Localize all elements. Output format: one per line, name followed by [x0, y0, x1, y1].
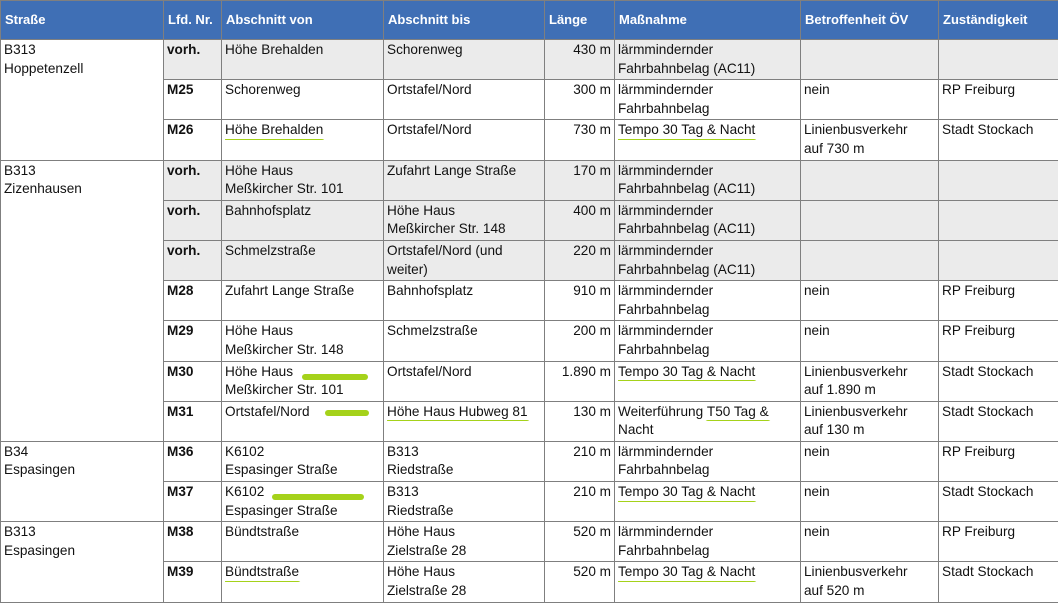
cell-line: Espasinger Straße — [225, 462, 338, 478]
cell-line: Fahrbahnbelag — [618, 341, 710, 357]
cell-lfd-nr: M26 — [164, 120, 222, 160]
cell-line: Ortstafel/Nord — [387, 363, 472, 379]
cell-lfd-nr: vorh. — [164, 240, 222, 280]
strasse-line: Hoppetenzell — [4, 60, 84, 76]
cell-line: B313 — [387, 443, 419, 459]
cell-line: Schorenweg — [387, 42, 463, 57]
cell-abschnitt-von — [222, 321, 384, 361]
cell-massnahme — [615, 40, 801, 80]
cell-abschnitt-bis — [384, 80, 545, 120]
cell-massnahme — [615, 80, 801, 120]
strasse-line: B313 — [4, 42, 36, 57]
cell-massnahme — [615, 441, 801, 481]
cell-zustaendigkeit: Stadt Stockach — [939, 120, 1058, 160]
cell-laenge: 520 m — [545, 562, 615, 602]
cell-abschnitt-von — [222, 120, 384, 160]
cell-line: Meßkircher Str. 101 — [225, 181, 344, 197]
cell-abschnitt-bis — [384, 441, 545, 481]
cell-line: Ortstafel/Nord — [387, 122, 472, 138]
cell-line: Schmelzstraße — [225, 242, 316, 258]
cell-line: Linienbusverkehr — [804, 403, 908, 419]
cell-line: Höhe Brehalden — [225, 42, 324, 57]
cell-massnahme — [615, 522, 801, 562]
cell-zustaendigkeit: RP Freiburg — [939, 441, 1058, 481]
cell-line: Meßkircher Str. 148 — [225, 341, 344, 357]
cell-strasse — [1, 522, 164, 602]
cell-text-part: Weiterführung — [618, 403, 707, 419]
cell-line: Fahrbahnbelag (AC11) — [618, 60, 756, 76]
cell-line: nein — [804, 443, 830, 459]
cell-line: Meßkircher Str. 101 — [225, 382, 344, 398]
cell-line: Linienbusverkehr — [804, 564, 908, 580]
cell-line: Fahrbahnbelag — [618, 100, 710, 116]
strasse-line: Espasingen — [4, 462, 76, 478]
cell-betroffenheit-oev — [801, 441, 939, 481]
cell-lfd-nr: M29 — [164, 321, 222, 361]
cell-massnahme — [615, 160, 801, 200]
cell-line: auf 730 m — [804, 140, 865, 156]
highlight-mark — [272, 494, 364, 500]
table-row — [1, 522, 1058, 562]
col-header-strasse: Straße — [1, 1, 164, 40]
cell-betroffenheit-oev — [801, 120, 939, 160]
cell-line: nein — [804, 524, 830, 540]
cell-line: Ortstafel/Nord — [225, 403, 310, 419]
cell-strasse — [1, 40, 164, 161]
cell-zustaendigkeit: Stadt Stockach — [939, 401, 1058, 441]
cell-strasse — [1, 441, 164, 521]
cell-laenge: 210 m — [545, 482, 615, 522]
cell-line: auf 130 m — [804, 422, 865, 438]
cell-abschnitt-bis — [384, 40, 545, 80]
cell-abschnitt-von — [222, 240, 384, 280]
cell-line: lärmmindernder — [618, 323, 714, 339]
cell-line: Schorenweg — [225, 82, 301, 98]
cell-line: Höhe Haus — [225, 363, 294, 379]
cell-lfd-nr: M38 — [164, 522, 222, 562]
cell-line: lärmmindernder — [618, 283, 714, 299]
cell-abschnitt-von — [222, 40, 384, 80]
cell-laenge: 130 m — [545, 401, 615, 441]
cell-line: Fahrbahnbelag — [618, 301, 710, 317]
table-body — [1, 40, 1058, 603]
cell-massnahme — [615, 240, 801, 280]
cell-abschnitt-bis — [384, 200, 545, 240]
cell-laenge: 210 m — [545, 441, 615, 481]
cell-betroffenheit-oev — [801, 522, 939, 562]
cell-laenge: 910 m — [545, 281, 615, 321]
cell-abschnitt-von — [222, 522, 384, 562]
cell-line: nein — [804, 283, 830, 299]
cell-lfd-nr: M39 — [164, 562, 222, 602]
cell-line — [387, 403, 541, 422]
cell-abschnitt-von — [222, 441, 384, 481]
cell-line: Höhe Haus — [387, 564, 456, 580]
col-header-abschnitt-bis: Abschnitt bis — [384, 1, 545, 40]
cell-line: lärmmindernder — [618, 202, 714, 218]
cell-zustaendigkeit: RP Freiburg — [939, 522, 1058, 562]
cell-line — [618, 363, 797, 382]
cell-line: Höhe Haus — [225, 323, 294, 339]
cell-line: Bündtstraße — [225, 524, 300, 540]
highlighted-text: Höhe Brehalden — [225, 121, 323, 140]
cell-laenge: 430 m — [545, 40, 615, 80]
cell-lfd-nr: vorh. — [164, 40, 222, 80]
cell-line: Ortstafel/Nord (und — [387, 242, 503, 258]
cell-line: Höhe Haus — [387, 524, 456, 540]
cell-line: Höhe Haus — [225, 162, 294, 178]
table-row — [1, 441, 1058, 481]
cell-abschnitt-von — [222, 200, 384, 240]
highlighted-text: T50 Tag & — [707, 403, 769, 422]
cell-laenge: 170 m — [545, 160, 615, 200]
cell-line: lärmmindernder — [618, 162, 714, 178]
cell-abschnitt-bis — [384, 562, 545, 602]
cell-line: Bahnhofsplatz — [387, 283, 474, 299]
cell-massnahme — [615, 281, 801, 321]
cell-line: K6102 — [225, 443, 265, 459]
cell-line: Fahrbahnbelag (AC11) — [618, 261, 756, 277]
cell-betroffenheit-oev — [801, 321, 939, 361]
cell-abschnitt-bis — [384, 321, 545, 361]
cell-line: Zufahrt Lange Straße — [387, 162, 517, 178]
cell-line — [618, 483, 797, 502]
cell-lfd-nr: M36 — [164, 441, 222, 481]
cell-line — [225, 563, 380, 582]
cell-line: Espasinger Straße — [225, 502, 338, 518]
cell-line: Linienbusverkehr — [804, 363, 908, 379]
strasse-line: Espasingen — [4, 542, 76, 558]
table-row — [1, 40, 1058, 80]
highlighted-text: Tempo 30 Tag & Nacht — [618, 483, 755, 502]
cell-line — [618, 403, 797, 422]
cell-line — [225, 121, 380, 140]
cell-abschnitt-bis — [384, 281, 545, 321]
cell-line: K6102 — [225, 484, 265, 500]
cell-betroffenheit-oev — [801, 240, 939, 280]
cell-zustaendigkeit: RP Freiburg — [939, 321, 1058, 361]
cell-line: Nacht — [618, 422, 654, 438]
cell-massnahme — [615, 120, 801, 160]
cell-laenge: 220 m — [545, 240, 615, 280]
cell-betroffenheit-oev — [801, 80, 939, 120]
strasse-line: B313 — [4, 162, 36, 178]
cell-line: lärmmindernder — [618, 82, 714, 98]
col-header-massnahme: Maßnahme — [615, 1, 801, 40]
strasse-line: Zizenhausen — [4, 181, 82, 197]
cell-massnahme — [615, 401, 801, 441]
cell-betroffenheit-oev — [801, 482, 939, 522]
cell-zustaendigkeit: RP Freiburg — [939, 281, 1058, 321]
cell-line: Fahrbahnbelag — [618, 462, 710, 478]
cell-abschnitt-bis — [384, 482, 545, 522]
strasse-line: B313 — [4, 524, 36, 540]
cell-zustaendigkeit — [939, 40, 1058, 80]
cell-line: Riedstraße — [387, 502, 454, 518]
col-header-lfd-nr: Lfd. Nr. — [164, 1, 222, 40]
cell-lfd-nr: M28 — [164, 281, 222, 321]
cell-abschnitt-von — [222, 361, 384, 401]
col-header-abschnitt-von: Abschnitt von — [222, 1, 384, 40]
cell-line: Fahrbahnbelag — [618, 542, 710, 558]
cell-abschnitt-von — [222, 482, 384, 522]
table-row — [1, 160, 1058, 200]
cell-line: Höhe Haus — [387, 202, 456, 218]
cell-laenge: 300 m — [545, 80, 615, 120]
cell-line: Schmelzstraße — [387, 323, 478, 339]
cell-line: Zufahrt Lange Straße — [225, 283, 355, 299]
cell-massnahme — [615, 482, 801, 522]
cell-laenge: 730 m — [545, 120, 615, 160]
cell-line — [618, 121, 797, 140]
cell-abschnitt-von — [222, 80, 384, 120]
cell-betroffenheit-oev — [801, 281, 939, 321]
cell-line: auf 520 m — [804, 583, 865, 599]
col-header-laenge: Länge — [545, 1, 615, 40]
cell-line: Fahrbahnbelag (AC11) — [618, 221, 756, 237]
cell-laenge: 200 m — [545, 321, 615, 361]
cell-line: lärmmindernder — [618, 42, 714, 57]
highlighted-text: Höhe Haus Hubweg 81 — [387, 403, 528, 422]
cell-abschnitt-bis — [384, 120, 545, 160]
cell-lfd-nr: M30 — [164, 361, 222, 401]
cell-betroffenheit-oev — [801, 200, 939, 240]
cell-laenge: 1.890 m — [545, 361, 615, 401]
cell-zustaendigkeit — [939, 160, 1058, 200]
cell-line: Zielstraße 28 — [387, 542, 467, 558]
cell-betroffenheit-oev — [801, 401, 939, 441]
cell-line: Ortstafel/Nord — [387, 82, 472, 98]
cell-massnahme — [615, 200, 801, 240]
cell-zustaendigkeit: RP Freiburg — [939, 80, 1058, 120]
cell-laenge: 520 m — [545, 522, 615, 562]
highlight-mark — [302, 374, 368, 380]
cell-abschnitt-bis — [384, 522, 545, 562]
cell-line: B313 — [387, 484, 419, 500]
cell-betroffenheit-oev — [801, 160, 939, 200]
cell-line: lärmmindernder — [618, 242, 714, 258]
cell-laenge: 400 m — [545, 200, 615, 240]
highlighted-text: Tempo 30 Tag & Nacht — [618, 121, 755, 140]
cell-betroffenheit-oev — [801, 562, 939, 602]
cell-zustaendigkeit: Stadt Stockach — [939, 482, 1058, 522]
strasse-line: B34 — [4, 443, 29, 459]
cell-zustaendigkeit: Stadt Stockach — [939, 562, 1058, 602]
cell-massnahme — [615, 562, 801, 602]
highlight-mark — [325, 410, 369, 416]
cell-lfd-nr: M25 — [164, 80, 222, 120]
highlighted-text: Tempo 30 Tag & Nacht — [618, 363, 755, 382]
cell-betroffenheit-oev — [801, 361, 939, 401]
cell-line: Riedstraße — [387, 462, 454, 478]
cell-line: Fahrbahnbelag (AC11) — [618, 181, 756, 197]
col-header-zustaendigkeit: Zuständigkeit — [939, 1, 1058, 40]
col-header-betroffenheit-oev: Betroffenheit ÖV — [801, 1, 939, 40]
cell-abschnitt-von — [222, 562, 384, 602]
cell-abschnitt-von — [222, 281, 384, 321]
cell-line: auf 1.890 m — [804, 382, 876, 398]
cell-line: Bahnhofsplatz — [225, 202, 312, 218]
cell-line: nein — [804, 323, 830, 339]
highlighted-text: Bündtstraße — [225, 563, 299, 582]
cell-massnahme — [615, 321, 801, 361]
cell-lfd-nr: vorh. — [164, 160, 222, 200]
header-row — [1, 1, 1058, 40]
cell-line: Linienbusverkehr — [804, 122, 908, 138]
cell-line: Zielstraße 28 — [387, 583, 467, 599]
cell-betroffenheit-oev — [801, 40, 939, 80]
cell-line: nein — [804, 484, 830, 500]
cell-line: Meßkircher Str. 148 — [387, 221, 506, 237]
cell-line: weiter) — [387, 261, 428, 277]
cell-abschnitt-bis — [384, 240, 545, 280]
cell-lfd-nr: vorh. — [164, 200, 222, 240]
highlighted-text: Tempo 30 Tag & Nacht — [618, 563, 755, 582]
cell-zustaendigkeit — [939, 200, 1058, 240]
cell-line: lärmmindernder — [618, 443, 714, 459]
cell-zustaendigkeit: Stadt Stockach — [939, 361, 1058, 401]
cell-lfd-nr: M31 — [164, 401, 222, 441]
cell-strasse — [1, 160, 164, 441]
cell-zustaendigkeit — [939, 240, 1058, 280]
cell-lfd-nr: M37 — [164, 482, 222, 522]
cell-massnahme — [615, 361, 801, 401]
cell-abschnitt-bis — [384, 361, 545, 401]
cell-line — [618, 563, 797, 582]
cell-line: nein — [804, 82, 830, 98]
cell-line: lärmmindernder — [618, 524, 714, 540]
cell-abschnitt-von — [222, 160, 384, 200]
cell-abschnitt-bis — [384, 160, 545, 200]
cell-abschnitt-bis — [384, 401, 545, 441]
cell-abschnitt-von — [222, 401, 384, 441]
